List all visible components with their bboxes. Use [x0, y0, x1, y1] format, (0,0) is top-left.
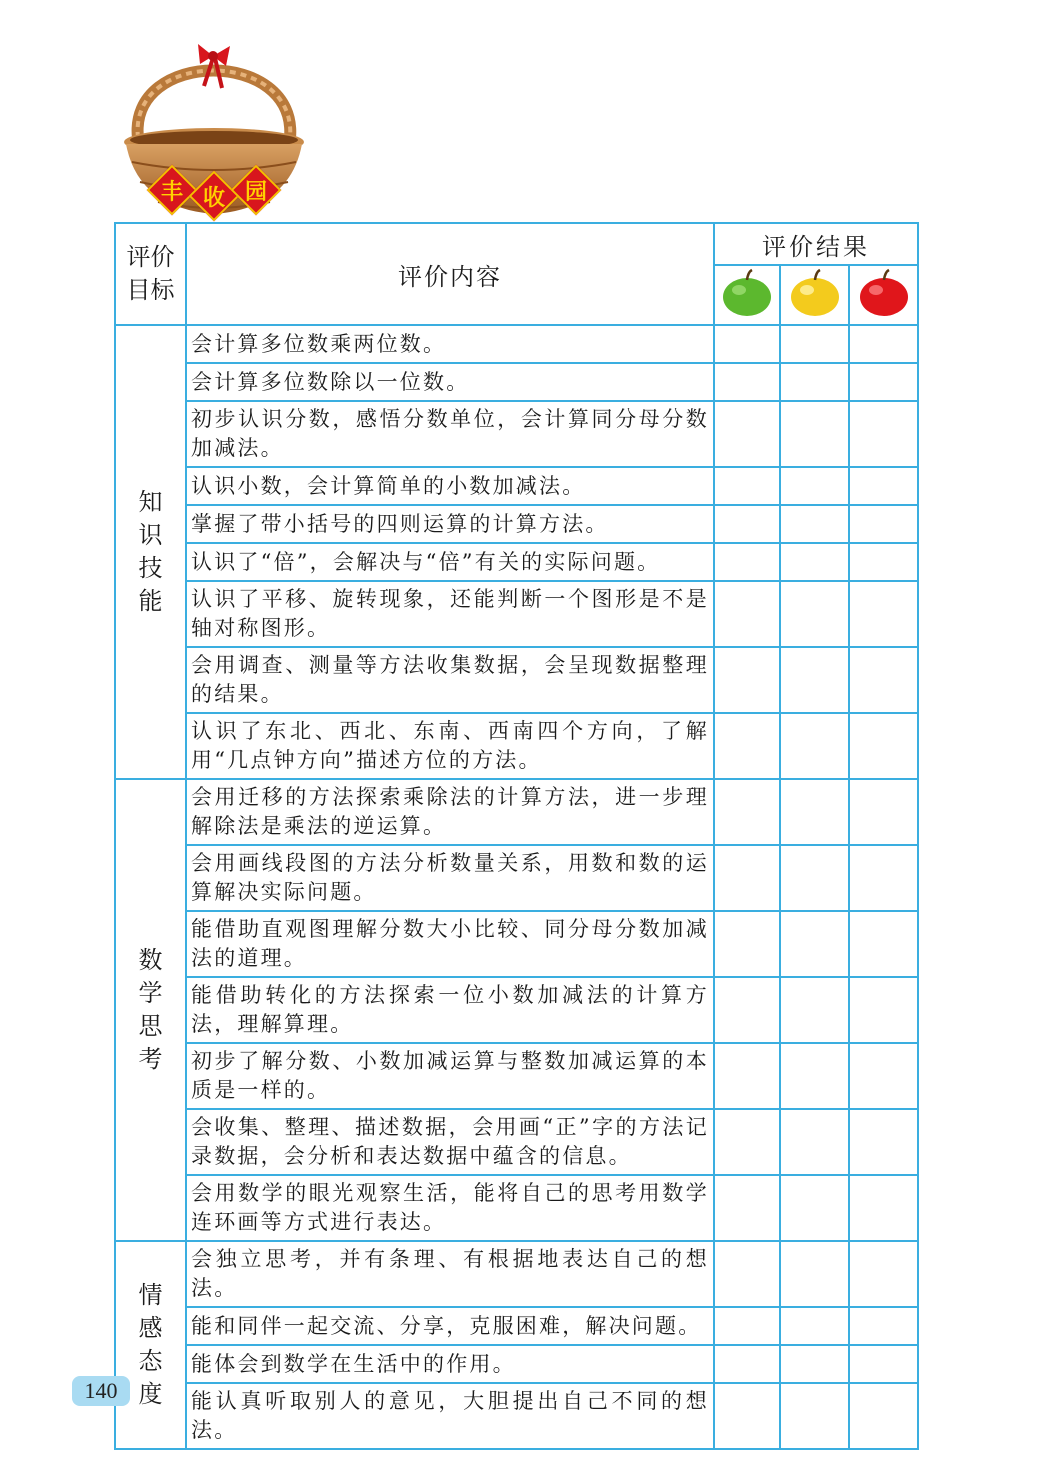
apple-green-cell — [714, 265, 780, 325]
rating-green[interactable] — [714, 1345, 780, 1383]
rating-green[interactable] — [714, 1307, 780, 1345]
rating-red[interactable] — [849, 581, 918, 647]
rating-red[interactable] — [849, 1307, 918, 1345]
criterion-item: 初步认识分数，感悟分数单位，会计算同分母分数加减法。 — [186, 401, 714, 467]
goal-math-thinking: 数学思考 — [115, 779, 186, 1241]
criterion-item: 会用画线段图的方法分析数量关系，用数和数的运算解决实际问题。 — [186, 845, 714, 911]
rating-red[interactable] — [849, 505, 918, 543]
rating-yellow[interactable] — [780, 977, 849, 1043]
rating-yellow[interactable] — [780, 581, 849, 647]
rating-red[interactable] — [849, 401, 918, 467]
rating-green[interactable] — [714, 1241, 780, 1307]
rating-green[interactable] — [714, 467, 780, 505]
rating-green[interactable] — [714, 1109, 780, 1175]
red-apple-icon — [858, 268, 910, 318]
rating-yellow[interactable] — [780, 1043, 849, 1109]
rating-green[interactable] — [714, 325, 780, 363]
rating-green[interactable] — [714, 543, 780, 581]
rating-red[interactable] — [849, 647, 918, 713]
rating-yellow[interactable] — [780, 467, 849, 505]
criterion-item: 掌握了带小括号的四则运算的计算方法。 — [186, 505, 714, 543]
rating-yellow[interactable] — [780, 363, 849, 401]
rating-green[interactable] — [714, 1043, 780, 1109]
criterion-item: 认识小数，会计算简单的小数加减法。 — [186, 467, 714, 505]
rating-green[interactable] — [714, 581, 780, 647]
rating-green[interactable] — [714, 505, 780, 543]
criterion-item: 会用迁移的方法探索乘除法的计算方法，进一步理解除法是乘法的逆运算。 — [186, 779, 714, 845]
basket-label-2: 收 — [189, 171, 240, 222]
header-goal: 评价目标 — [115, 223, 186, 325]
rating-yellow[interactable] — [780, 401, 849, 467]
rating-red[interactable] — [849, 1241, 918, 1307]
rating-green[interactable] — [714, 845, 780, 911]
criterion-item: 能认真听取别人的意见，大胆提出自己不同的想法。 — [186, 1383, 714, 1449]
evaluation-table — [114, 222, 919, 1450]
rating-green[interactable] — [714, 1175, 780, 1241]
basket-label-3: 园 — [231, 165, 282, 216]
rating-yellow[interactable] — [780, 1241, 849, 1307]
header-content: 评价内容 — [186, 223, 714, 325]
rating-red[interactable] — [849, 845, 918, 911]
rating-red[interactable] — [849, 363, 918, 401]
criterion-item: 会计算多位数除以一位数。 — [186, 363, 714, 401]
rating-green[interactable] — [714, 1383, 780, 1449]
rating-yellow[interactable] — [780, 543, 849, 581]
rating-yellow[interactable] — [780, 647, 849, 713]
green-apple-icon — [721, 268, 773, 318]
apple-yellow-cell — [780, 265, 849, 325]
criterion-item: 会用调查、测量等方法收集数据，会呈现数据整理的结果。 — [186, 647, 714, 713]
rating-green[interactable] — [714, 977, 780, 1043]
rating-green[interactable] — [714, 647, 780, 713]
rating-green[interactable] — [714, 779, 780, 845]
rating-yellow[interactable] — [780, 911, 849, 977]
criterion-item: 认识了“倍”，会解决与“倍”有关的实际问题。 — [186, 543, 714, 581]
goal-attitude: 情感态度 — [115, 1241, 186, 1449]
rating-red[interactable] — [849, 911, 918, 977]
rating-yellow[interactable] — [780, 1345, 849, 1383]
goal-knowledge: 知识技能 — [115, 325, 186, 779]
page-number: 140 — [72, 1376, 130, 1406]
basket-label-1: 丰 — [147, 165, 198, 216]
rating-red[interactable] — [849, 1383, 918, 1449]
rating-green[interactable] — [714, 911, 780, 977]
rating-red[interactable] — [849, 325, 918, 363]
criterion-item: 认识了东北、西北、东南、西南四个方向，了解用“几点钟方向”描述方位的方法。 — [186, 713, 714, 779]
criterion-item: 能借助转化的方法探索一位小数加减法的计算方法，理解算理。 — [186, 977, 714, 1043]
rating-red[interactable] — [849, 977, 918, 1043]
rating-red[interactable] — [849, 1345, 918, 1383]
rating-red[interactable] — [849, 779, 918, 845]
criterion-item: 能和同伴一起交流、分享，克服困难，解决问题。 — [186, 1307, 714, 1345]
rating-yellow[interactable] — [780, 845, 849, 911]
rating-red[interactable] — [849, 1109, 918, 1175]
rating-yellow[interactable] — [780, 1109, 849, 1175]
rating-yellow[interactable] — [780, 779, 849, 845]
rating-green[interactable] — [714, 401, 780, 467]
rating-red[interactable] — [849, 1043, 918, 1109]
rating-red[interactable] — [849, 543, 918, 581]
rating-yellow[interactable] — [780, 1383, 849, 1449]
rating-yellow[interactable] — [780, 1307, 849, 1345]
rating-yellow[interactable] — [780, 1175, 849, 1241]
rating-green[interactable] — [714, 713, 780, 779]
yellow-apple-icon — [789, 268, 841, 318]
rating-red[interactable] — [849, 467, 918, 505]
criterion-item: 会计算多位数乘两位数。 — [186, 325, 714, 363]
criterion-item: 会收集、整理、描述数据，会用画“正”字的方法记录数据，会分析和表达数据中蕴含的信息。 — [186, 1109, 714, 1175]
rating-yellow[interactable] — [780, 505, 849, 543]
criterion-item: 认识了平移、旋转现象，还能判断一个图形是不是轴对称图形。 — [186, 581, 714, 647]
rating-red[interactable] — [849, 713, 918, 779]
rating-yellow[interactable] — [780, 713, 849, 779]
header-result: 评价结果 — [714, 223, 918, 265]
criterion-item: 能借助直观图理解分数大小比较、同分母分数加减法的道理。 — [186, 911, 714, 977]
rating-yellow[interactable] — [780, 325, 849, 363]
apple-red-cell — [849, 265, 918, 325]
rating-green[interactable] — [714, 363, 780, 401]
criterion-item: 会用数学的眼光观察生活，能将自己的思考用数学连环画等方式进行表达。 — [186, 1175, 714, 1241]
rating-red[interactable] — [849, 1175, 918, 1241]
criterion-item: 初步了解分数、小数加减运算与整数加减运算的本质是一样的。 — [186, 1043, 714, 1109]
harvest-basket-illustration — [118, 38, 308, 220]
criterion-item: 能体会到数学在生活中的作用。 — [186, 1345, 714, 1383]
criterion-item: 会独立思考，并有条理、有根据地表达自己的想法。 — [186, 1241, 714, 1307]
